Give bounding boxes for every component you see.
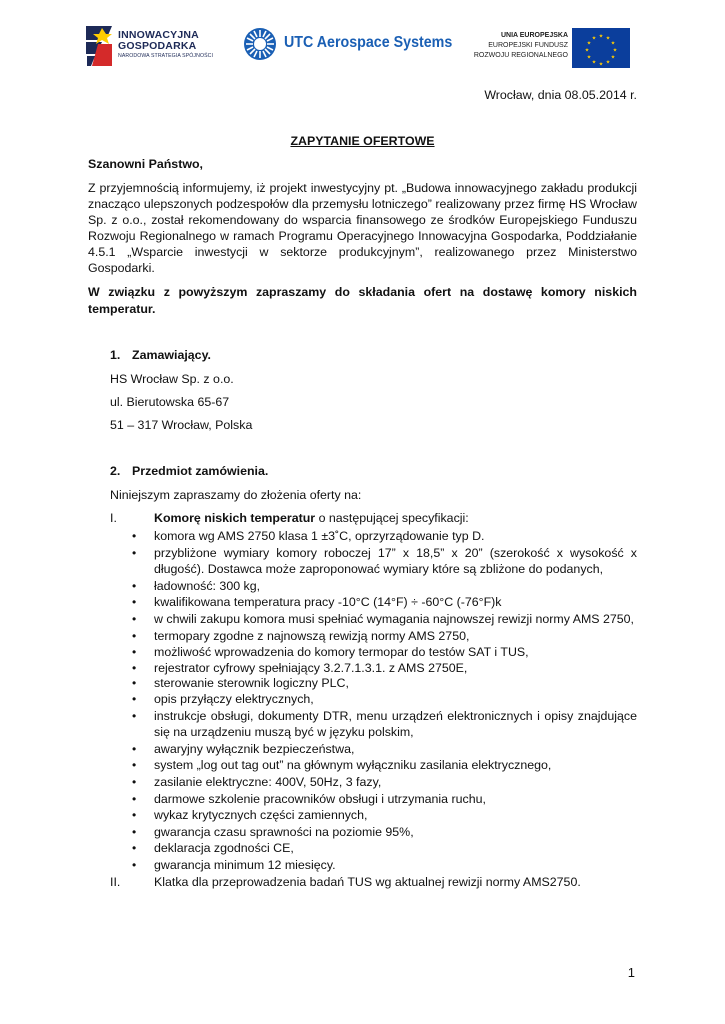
ig-logo-sub: NARODOWA STRATEGIA SPÓJNOŚCI (118, 53, 214, 59)
bullet-icon: • (132, 676, 137, 691)
svg-text:★: ★ (612, 47, 618, 54)
bullet-icon: • (132, 808, 137, 823)
document-date: Wrocław, dnia 08.05.2014 r. (484, 88, 637, 102)
svg-text:★: ★ (591, 59, 597, 66)
list-item: • opis przyłączy elektrycznych, (132, 691, 314, 706)
svg-text:★: ★ (584, 47, 590, 54)
page-number: 1 (627, 965, 635, 980)
eu-logo-line2: EUROPEJSKI FUNDUSZ (488, 42, 568, 49)
list-item: • w chwili zakupu komora musi spełniać wymagania najnowszej rewizji normy AMS 2750, (132, 611, 634, 626)
innowacyjna-gospodarka-emblem-icon (84, 24, 114, 68)
section-2-heading (110, 464, 268, 478)
bullet-icon: • (132, 774, 137, 789)
invitation-paragraph: W związku z powyższym zapraszamy do składania ofert na dostawę komory niskich temperatur. (88, 285, 637, 316)
item-2-text: Klatka dla przeprowadzenia badań TUS wg aktualnej rewizji normy AMS2750. (154, 875, 581, 889)
section-2-number: 2. (110, 464, 121, 478)
bullet-icon: • (132, 628, 137, 643)
svg-text:★: ★ (610, 40, 616, 47)
item-1-number: I. (110, 511, 117, 525)
bullet-icon: • (132, 758, 137, 773)
section-2-title: Przedmiot zamówienia. (132, 464, 269, 478)
document-title: ZAPYTANIE OFERTOWE (290, 134, 435, 148)
list-item: • instrukcje obsługi, dokumenty DTR, menu urządzeń elektronicznych i opisy znajdujące się na urządzeniu muszą być w języku polskim, (132, 708, 637, 740)
list-item: • możliwość wprowadzenia do komory termopar do testów SAT i TUS, (132, 645, 529, 660)
section-1-title: Zamawiający. (132, 348, 211, 362)
list-item: • sterowanie sterownik logiczny PLC, (132, 676, 349, 691)
orderer-city: 51 – 317 Wrocław, Polska (110, 418, 253, 432)
bullet-icon: • (132, 645, 137, 660)
svg-text:★: ★ (605, 35, 611, 42)
bullet-icon: • (132, 741, 137, 756)
bullet-icon: • (132, 660, 137, 675)
item-2-number: II. (110, 875, 121, 889)
ig-logo-line2: GOSPODARKA (118, 40, 197, 52)
orderer-street: ul. Bierutowska 65-67 (110, 395, 230, 409)
utc-aerospace-logo (243, 27, 458, 63)
greeting: Szanowni Państwo, (88, 157, 203, 171)
list-item: • komora wg AMS 2750 klasa 1 ±3˚C, oprzyrządowanie typ D. (132, 529, 485, 543)
list-item: • termopary zgodne z najnowszą rewizją normy AMS 2750, (132, 628, 470, 643)
list-item: • deklaracja zgodności CE, (132, 841, 294, 856)
orderer-name: HS Wrocław Sp. z o.o. (110, 372, 234, 386)
item-1-bold: Komorę niskich temperatur (154, 511, 316, 525)
bullet-icon: • (132, 857, 137, 872)
list-item: • rejestrator cyfrowy spełniający 3.2.7.1.3.1. z AMS 2750E, (132, 660, 468, 675)
list-item: • awaryjny wyłącznik bezpieczeństwa, (132, 741, 355, 756)
list-item: • zasilanie elektryczne: 400V, 50Hz, 3 fazy, (132, 774, 382, 789)
list-item: • przybliżone wymiary komory roboczej 17” x 18,5” x 20” (szerokość x wysokość x długość). Dostawca może zaproponować wymiary które są zbliżone do podanych, (132, 545, 637, 577)
bullet-icon: • (132, 841, 137, 856)
bullet-icon: • (132, 824, 137, 839)
svg-text:★: ★ (586, 40, 592, 47)
list-item: • system „log out tag out” na głównym wyłączniku zasilania elektrycznego, (132, 758, 552, 773)
svg-text:★: ★ (591, 35, 597, 42)
section-1-heading (110, 348, 211, 362)
innowacyjna-gospodarka-logo (84, 24, 219, 70)
utc-sunburst-icon (243, 27, 277, 61)
list-item: • darmowe szkolenie pracowników obsługi i utrzymania ruchu, (132, 791, 486, 806)
bullet-icon: • (132, 545, 137, 560)
list-item: • gwarancja minimum 12 miesięcy. (132, 857, 336, 872)
section-2-intro: Niniejszym zapraszamy do złożenia oferty na: (110, 488, 362, 502)
list-item: • kwalifikowana temperatura pracy -10°C (14°F) ÷ -60°C (-76°F)k (132, 595, 502, 610)
bullet-icon: • (132, 691, 137, 706)
eu-flag-icon (572, 28, 630, 68)
bullet-icon: • (132, 708, 137, 723)
utc-logo-text: UTC Aerospace Systems (284, 34, 453, 51)
specification-list (130, 528, 637, 873)
bullet-icon: • (132, 595, 137, 610)
bullet-icon: • (132, 578, 137, 593)
bullet-icon: • (132, 611, 137, 626)
bullet-icon: • (132, 791, 137, 806)
item-1-text (154, 511, 637, 525)
eu-logo-line3: ROZWOJU REGIONALNEGO (473, 52, 568, 59)
list-item: • wykaz krytycznych części zamiennych, (132, 808, 368, 823)
item-1-rest: o następującej specyfikacji: (315, 511, 469, 525)
svg-text:★: ★ (598, 33, 604, 40)
svg-text:★: ★ (598, 61, 604, 68)
list-item: • ładowność: 300 kg, (132, 578, 261, 593)
svg-text:★: ★ (610, 54, 616, 61)
list-item: • gwarancja czasu sprawności na poziomie 95%, (132, 824, 414, 839)
section-1-number: 1. (110, 348, 121, 362)
intro-paragraph: Z przyjemnością informujemy, iż projekt inwestycyjny pt. „Budowa innowacyjnego zakładu produkcji znacząco ulepszonych podzespołów dla przemysłu lotniczego” realizowany przez firmę HS Wrocław Sp. z o.o., został rekomendowany do wsparcia finansowego ze środków Europejskiego Funduszu Rozwoju Regionalnego w ramach Programu Operacyjnego Innowacyjna Gospodarka, Poddziałanie 4.5.1 „Wsparcie inwestycji w sektorze produkcyjnym”, realizowanego przez Ministerstwo Gospodarki. (88, 181, 637, 276)
bullet-icon: • (132, 529, 137, 543)
eu-logo-line1: UNIA EUROPEJSKA (500, 32, 568, 39)
ig-logo-line1: INNOWACYJNA (118, 29, 199, 41)
svg-text:★: ★ (586, 54, 592, 61)
eu-fund-logo (462, 28, 630, 70)
svg-text:★: ★ (605, 59, 611, 66)
